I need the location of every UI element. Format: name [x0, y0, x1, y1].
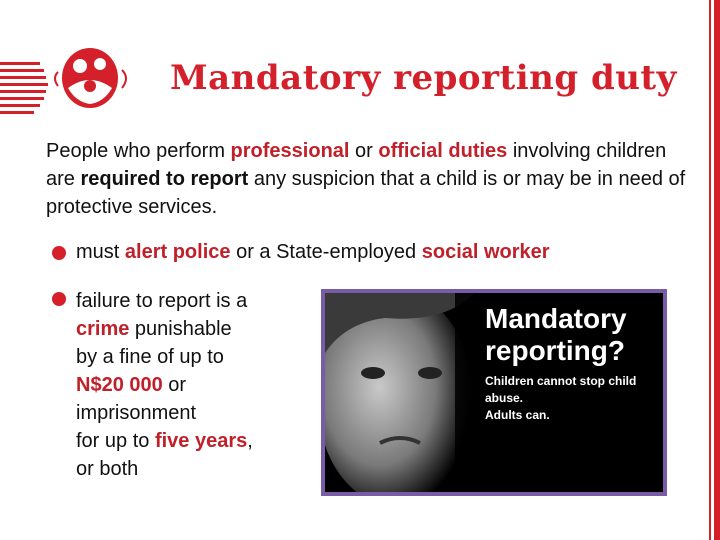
bullet-dot-1 [52, 246, 66, 260]
highlight-social-worker: social worker [421, 241, 550, 263]
bullet-dot-2 [52, 292, 66, 306]
highlight-professional: professional [230, 140, 350, 162]
highlight-alert-police: alert police [124, 241, 231, 263]
poster-subtext: Children cannot stop child abuse. Adults can. [485, 374, 637, 422]
highlight-official-duties: official duties [378, 140, 508, 162]
highlight-crime: crime [76, 318, 130, 340]
intro-paragraph: People who perform professional or official duties involving children are required to report any suspicion that a child is or may be in need of protective services. [46, 140, 686, 218]
highlight-amount: N$20 000 [76, 374, 163, 396]
page-title: Mandatory reporting duty [170, 58, 677, 98]
right-border-bar [714, 0, 720, 540]
bullet-item-1: must alert police or a State-employed social worker [76, 241, 550, 263]
poster-image [321, 289, 667, 496]
family-logo-icon [52, 42, 134, 114]
poster-canvas [325, 293, 663, 492]
right-border-line [709, 0, 711, 540]
decorative-stripes [0, 62, 48, 114]
poster-headline: Mandatory reporting? [485, 303, 627, 366]
highlight-required: required to report [80, 168, 249, 190]
highlight-five-years: five years [154, 430, 248, 452]
bullet-item-2: failure to report is a crime punishable by a fine of up to N$20 000 or imprisonment for up to five years, or both [76, 290, 253, 480]
